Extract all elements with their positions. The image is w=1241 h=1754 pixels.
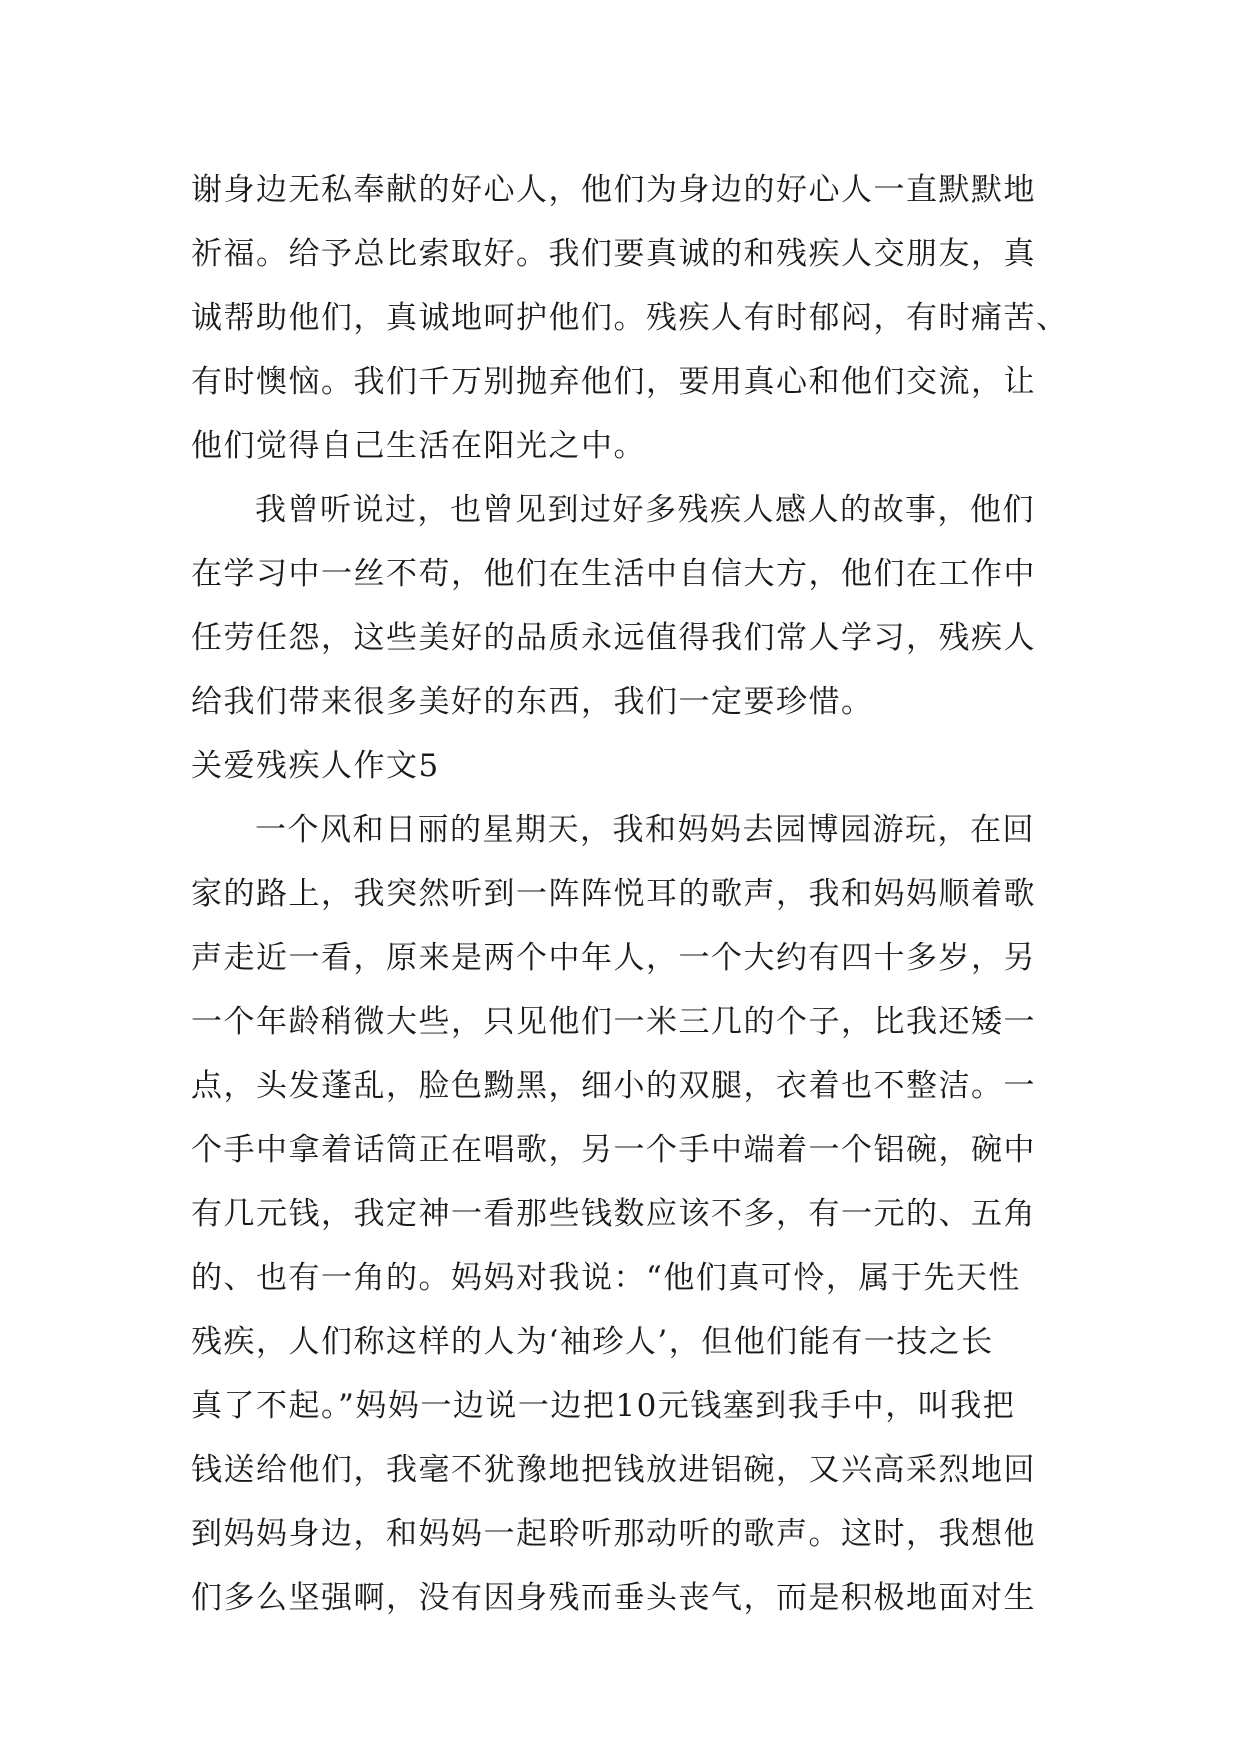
text-line: 谢身边无私奉献的好心人，他们为身边的好心人一直默默地 [191,172,1036,208]
text-line: 我曾听说过，也曾见到过好多残疾人感人的故事，他们 [255,492,1035,528]
text-line: 声走近一看，原来是两个中年人，一个大约有四十多岁，另 [191,940,1036,976]
text-line: 他们觉得自己生活在阳光之中。 [191,428,646,464]
section-heading [191,734,1051,798]
text-line: 点，头发蓬乱，脸色黝黑，细小的双腿，衣着也不整洁。一 [191,1068,1036,1104]
text-line: 有几元钱，我定神一看那些钱数应该不多，有一元的、五角 [191,1196,1036,1232]
text-line: 一个风和日丽的星期天，我和妈妈去园博园游玩，在回 [255,812,1035,848]
text-line: 到妈妈身边，和妈妈一起聆听那动听的歌声。这时，我想他 [191,1516,1036,1552]
paragraph [191,798,1051,1630]
paragraph [191,478,1051,734]
text-line: 给我们带来很多美好的东西，我们一定要珍惜。 [191,684,874,720]
text-line: 诚帮助他们，真诚地呵护他们。残疾人有时郁闷，有时痛苦、 [191,300,1069,336]
text-line: 任劳任怨，这些美好的品质永远值得我们常人学习，残疾人 [191,620,1036,656]
text-line: 钱送给他们，我毫不犹豫地把钱放进铝碗，又兴高采烈地回 [191,1452,1036,1488]
text-line: 一个年龄稍微大些，只见他们一米三几的个子，比我还矮一 [191,1004,1036,1040]
text-line: 真了不起。”妈妈一边说一边把10元钱塞到我手中，叫我把 [191,1388,1016,1424]
text-line: 家的路上，我突然听到一阵阵悦耳的歌声，我和妈妈顺着歌 [191,876,1036,912]
text-line: 残疾，人们称这样的人为‘袖珍人’，但他们能有一技之长 [191,1324,994,1360]
text-line: 们多么坚强啊，没有因身残而垂头丧气，而是积极地面对生 [191,1580,1036,1616]
text-line: 在学习中一丝不苟，他们在生活中自信大方，他们在工作中 [191,556,1036,592]
paragraph-continued [191,158,1069,478]
text-line: 祈福。给予总比索取好。我们要真诚的和残疾人交朋友，真 [191,236,1036,272]
text-line: 的、也有一角的。妈妈对我说：“他们真可怜，属于先天性 [191,1260,1021,1296]
text-line: 个手中拿着话筒正在唱歌，另一个手中端着一个铝碗，碗中 [191,1132,1036,1168]
text-line: 有时懊恼。我们千万别抛弃他们，要用真心和他们交流，让 [191,364,1036,400]
heading-text: 关爱残疾人作文5 [191,748,440,784]
